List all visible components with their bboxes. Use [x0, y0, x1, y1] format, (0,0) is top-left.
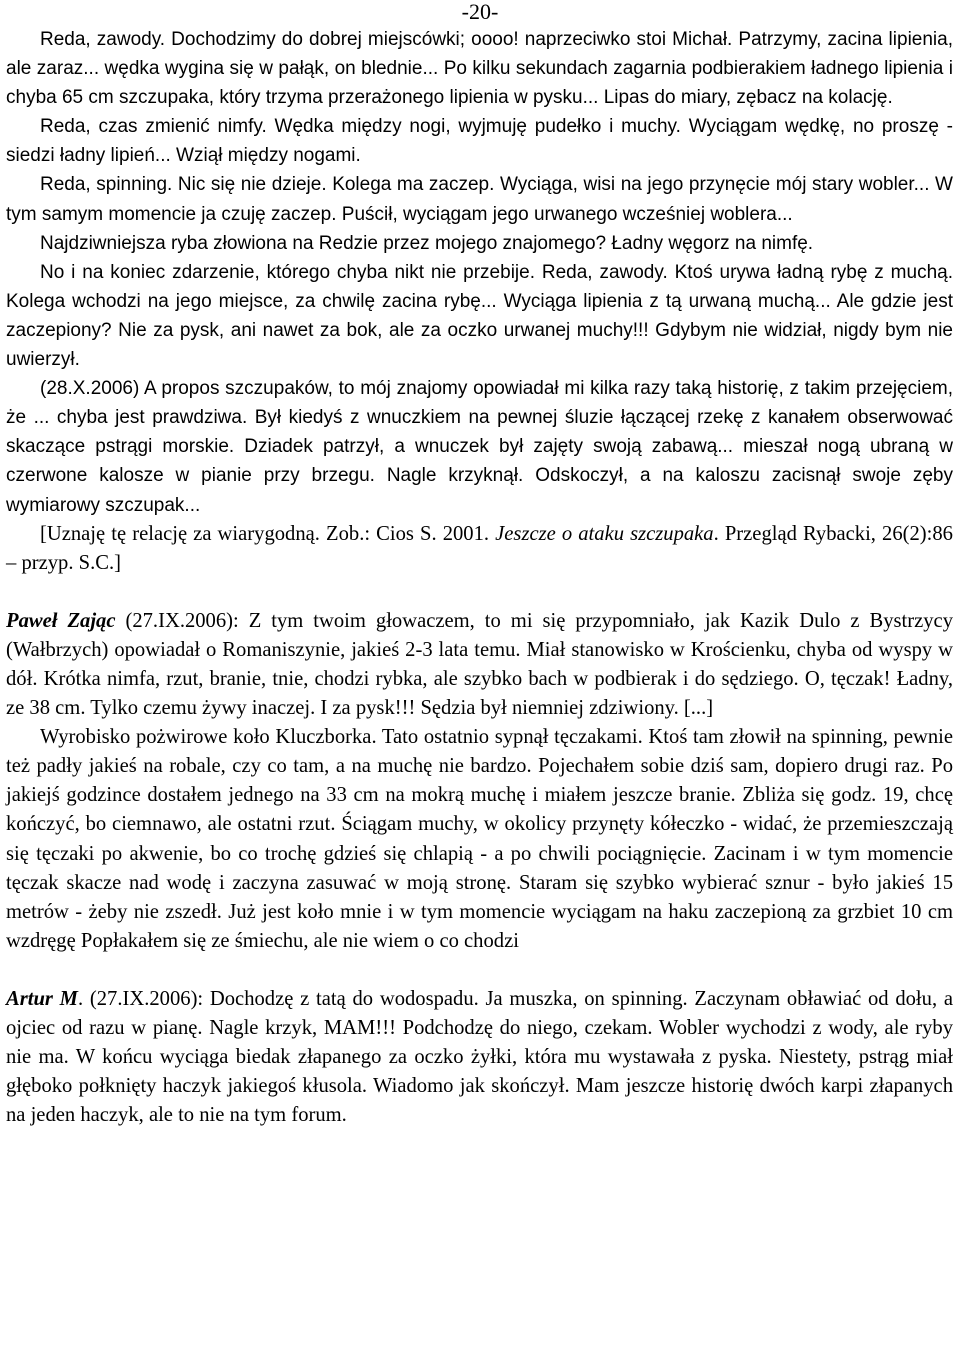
reda-story-paragraph-1: Reda, zawody. Dochodzimy do dobrej miejscówki; oooo! naprzeciwko stoi Michał. Patrzymy, zacina lipienia, ale zaraz... wędka wygina się w pałąk, on blednie... Po kilku sekundach zagarnia podbierakiem ładnego lipienia i chyba 65 cm szczupaka, który trzyma przerażonego lipienia w pysku... Lipas do miary, zębacz na kolację.	[6, 29, 953, 109]
zajac-story-section	[6, 607, 953, 956]
reda-story-paragraph-2: Reda, czas zmienić nimfy. Wędka między nogi, wyjmuję pudełko i muchy. Wyciągam wędkę, no proszę - siedzi ładny lipień... Wziął między nogami.	[6, 116, 953, 167]
author-name: Artur M	[6, 987, 78, 1010]
cited-article-title: Jeszcze o ataku szczupaka	[495, 522, 714, 545]
document-body	[6, 25, 953, 1130]
editor-note-end: . Przegląd Rybacki, 26(2):86 – przyp. S.C.]	[6, 522, 953, 574]
artur-story-section	[6, 985, 953, 1130]
author-name: Paweł Zając	[6, 609, 116, 632]
page-number: -20-	[461, 0, 499, 24]
artur-story-paragraph	[6, 985, 953, 1130]
editor-note-start: [Uznaję tę relację za wiarygodną. Zob.: Cios S. 2001.	[40, 522, 496, 545]
zajac-story-text: (27.IX.2006): Z tym twoim głowaczem, to mi się przypomniało, jak Kazik Dulo z Bystrzycy (Wałbrzych) opowiadał o Romaniszynie, jakieś 2-3 lata temu. Miał stanowisko w Krościenku, chyba od wyspy w dół. Krótka nimfa, rzut, branie, tnie, chodzi rybka, ale szybko bach w podbierak i do sędziego. O, tęczak! Ładny, ze 38 cm. Tylko czemu żywy inaczej. I za pysk!!! Sędzia był niemniej zdziwiony. [...]	[6, 609, 953, 720]
zajac-story-paragraph-1	[6, 607, 953, 723]
artur-story-text: . (27.IX.2006): Dochodzę z tatą do wodospadu. Ja muszka, on spinning. Zaczynam obławiać od dołu, a ojciec od razu w pianę. Nagle krzyk, MAM!!! Podchodzę do niego, czekam. Wobler wychodzi z wody, ale ryby nie ma. W końcu wyciąga biedak złapanego za oczko żyłki, która mu wystawała z pyska. Niestety, pstrąg miał głęboko połknięty haczyk jakiegoś kłusola. Wiadomo jak skończył. Mam jeszcze historię dwóch karpi złapanych na jeden haczyk, ale to nie na tym forum.	[6, 987, 953, 1127]
editor-note	[6, 520, 953, 578]
zajac-story-paragraph-2: Wyrobisko pożwirowe koło Kluczborka. Tato ostatnio sypnął tęczakami. Ktoś tam złowił na spinning, pewnie też padły jakieś na robale, czy co tam, a na muchę nie bardzo. Pojechałem sobie dziś sam, dopiero drugi raz. Po jakiejś godzince dostałem jednego na 33 cm na mokrą muchę i miałem jeszcze branie. Zbliża się godz. 19, chcę kończyć, bo ciemnawo, ale ostatni rzut. Ściągam muchy, w okolicy przynęty kółeczko - widać, że przemieszczają się tęczaki po akwenie, bo co trochę gdzieś się chlapią - a po chwili pociągnięcie. Zacinam i w tym momencie tęczak skacze nad wodę i zaczyna zasuwać w moją stronę. Staram się szybko wybierać sznur - było jakieś 15 metrów - żeby nie zszedł. Już jest koło mnie i w tym momencie wyciągam na haku zaczepioną za grzbiet 10 cm wzdręgę Popłakałem się ze śmiechu, ale nie wiem o co chodzi	[6, 726, 953, 952]
reda-stories-section	[6, 25, 953, 520]
reda-story-paragraph-4: Najdziwniejsza ryba złowiona na Redzie przez mojego znajomego? Ładny węgorz na nimfę.	[40, 232, 814, 254]
reda-story-paragraph-3: Reda, spinning. Nic się nie dzieje. Kolega ma zaczep. Wyciąga, wisi na jego przynęcie mój stary wobler... W tym samym momencie ja czuję zaczep. Puścił, wyciągam jego urwanego wcześniej woblera...	[6, 174, 953, 225]
pike-story-paragraph: (28.X.2006) A propos szczupaków, to mój znajomy opowiadał mi kilka razy taką historię, z takim przejęciem, że ... chyba jest prawdziwa. Był kiedyś z wnuczkiem na pewnej śluzie łączącej rzekę z kanałem obserwować skaczące pstrągi morskie. Dziadek patrzył, a wnuczek był zajęty swoją zabawą... mieszał nogą ubraną w czerwone kalosze w pianie przy brzegu. Nagle krzyknął. Odskoczył, a na kaloszu zacisnął swoje zęby wymiarowy szczupak...	[6, 378, 953, 516]
reda-story-paragraph-5: No i na koniec zdarzenie, którego chyba nikt nie przebije. Reda, zawody. Ktoś urywa ładną rybę z muchą. Kolega wchodzi na jego miejsce, za chwilę zacina rybę... Wyciąga lipienia z tą urwaną muchą... Ale gdzie jest zaczepiony? Nie za pysk, ani nawet za bok, ale za oczko urwanej muchy!!! Gdybym nie widział, nigdy bym nie uwierzył.	[6, 261, 953, 371]
